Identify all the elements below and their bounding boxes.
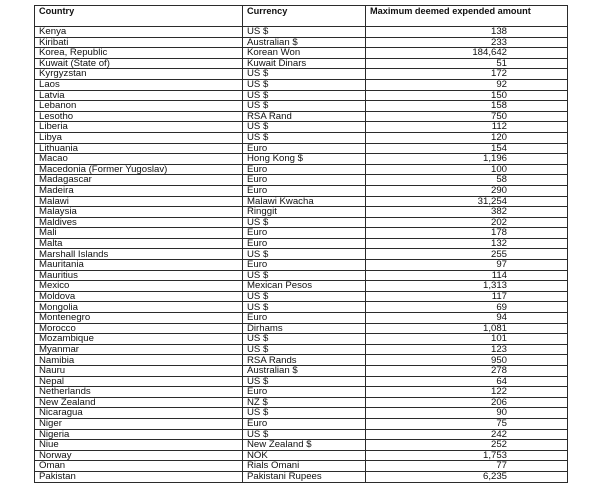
- currency-cell: US $: [243, 249, 366, 260]
- amount-cell: 1,313: [366, 281, 568, 292]
- currency-cell: US $: [243, 344, 366, 355]
- amount-cell: 64: [366, 376, 568, 387]
- table-row: [35, 249, 568, 260]
- table-row: [35, 143, 568, 154]
- header-row: [35, 6, 568, 27]
- table-row: [35, 238, 568, 249]
- country-cell: Kuwait (State of): [35, 58, 243, 69]
- country-cell: Laos: [35, 79, 243, 90]
- amount-cell: 120: [366, 132, 568, 143]
- amount-cell: 178: [366, 228, 568, 239]
- country-cell: Mali: [35, 228, 243, 239]
- header-country: Country: [35, 6, 243, 27]
- amount-cell: 101: [366, 334, 568, 345]
- country-cell: Moldova: [35, 291, 243, 302]
- currency-cell: Kuwait Dinars: [243, 58, 366, 69]
- amount-cell: 158: [366, 101, 568, 112]
- table-row: [35, 387, 568, 398]
- table-row: [35, 175, 568, 186]
- table-body: [35, 27, 568, 483]
- country-cell: Norway: [35, 450, 243, 461]
- currency-cell: US $: [243, 132, 366, 143]
- country-cell: Latvia: [35, 90, 243, 101]
- currency-cell: New Zealand $: [243, 440, 366, 451]
- country-cell: Mauritius: [35, 270, 243, 281]
- currency-cell: Euro: [243, 238, 366, 249]
- currency-cell: RSA Rands: [243, 355, 366, 366]
- table-row: [35, 164, 568, 175]
- currency-cell: US $: [243, 429, 366, 440]
- table-row: [35, 260, 568, 271]
- country-cell: Niue: [35, 440, 243, 451]
- table-row: [35, 196, 568, 207]
- currency-cell: NZ $: [243, 397, 366, 408]
- country-cell: Malawi: [35, 196, 243, 207]
- table-row: [35, 355, 568, 366]
- country-cell: Pakistan: [35, 471, 243, 482]
- country-cell: Macao: [35, 154, 243, 165]
- currency-cell: Korean Won: [243, 48, 366, 59]
- table-row: [35, 27, 568, 38]
- currency-cell: US $: [243, 291, 366, 302]
- currency-cell: US $: [243, 79, 366, 90]
- country-cell: Niger: [35, 418, 243, 429]
- currency-cell: US $: [243, 122, 366, 133]
- amount-cell: 184,642: [366, 48, 568, 59]
- amount-cell: 154: [366, 143, 568, 154]
- amount-cell: 206: [366, 397, 568, 408]
- table-header: [35, 6, 568, 27]
- country-cell: Lithuania: [35, 143, 243, 154]
- amount-cell: 97: [366, 260, 568, 271]
- table-row: [35, 313, 568, 324]
- table-row: [35, 281, 568, 292]
- table-row: [35, 461, 568, 472]
- amount-cell: 100: [366, 164, 568, 175]
- table-row: [35, 366, 568, 377]
- country-cell: Nepal: [35, 376, 243, 387]
- table-row: [35, 408, 568, 419]
- header-currency: Currency: [243, 6, 366, 27]
- currency-cell: US $: [243, 334, 366, 345]
- amount-cell: 75: [366, 418, 568, 429]
- amount-cell: 138: [366, 27, 568, 38]
- amount-cell: 950: [366, 355, 568, 366]
- amount-cell: 150: [366, 90, 568, 101]
- currency-cell: US $: [243, 270, 366, 281]
- country-cell: Mongolia: [35, 302, 243, 313]
- amount-cell: 69: [366, 302, 568, 313]
- country-cell: Libya: [35, 132, 243, 143]
- country-cell: Liberia: [35, 122, 243, 133]
- amount-cell: 31,254: [366, 196, 568, 207]
- amount-cell: 51: [366, 58, 568, 69]
- amount-cell: 94: [366, 313, 568, 324]
- country-cell: Madagascar: [35, 175, 243, 186]
- table-row: [35, 58, 568, 69]
- table-row: [35, 270, 568, 281]
- country-cell: Nicaragua: [35, 408, 243, 419]
- table-row: [35, 471, 568, 482]
- amount-cell: 382: [366, 207, 568, 218]
- amount-cell: 92: [366, 79, 568, 90]
- country-cell: Morocco: [35, 323, 243, 334]
- amount-cell: 172: [366, 69, 568, 80]
- currency-cell: US $: [243, 376, 366, 387]
- country-cell: Lebanon: [35, 101, 243, 112]
- amount-cell: 750: [366, 111, 568, 122]
- table-row: [35, 418, 568, 429]
- table-row: [35, 37, 568, 48]
- country-cell: Maldives: [35, 217, 243, 228]
- amount-cell: 278: [366, 366, 568, 377]
- currency-cell: Australian $: [243, 37, 366, 48]
- currency-cell: Euro: [243, 185, 366, 196]
- country-cell: Malta: [35, 238, 243, 249]
- currency-cell: NOK: [243, 450, 366, 461]
- country-cell: Montenegro: [35, 313, 243, 324]
- country-cell: New Zealand: [35, 397, 243, 408]
- table-row: [35, 132, 568, 143]
- table-row: [35, 302, 568, 313]
- country-cell: Namibia: [35, 355, 243, 366]
- amount-cell: 123: [366, 344, 568, 355]
- country-cell: Korea, Republic: [35, 48, 243, 59]
- amount-cell: 252: [366, 440, 568, 451]
- country-cell: Nigeria: [35, 429, 243, 440]
- country-cell: Marshall Islands: [35, 249, 243, 260]
- country-cell: Netherlands: [35, 387, 243, 398]
- currency-cell: US $: [243, 90, 366, 101]
- table-row: [35, 101, 568, 112]
- table-row: [35, 228, 568, 239]
- country-cell: Oman: [35, 461, 243, 472]
- table-row: [35, 48, 568, 59]
- currency-cell: US $: [243, 302, 366, 313]
- country-cell: Kiribati: [35, 37, 243, 48]
- currency-cell: Rials Omani: [243, 461, 366, 472]
- currency-cell: US $: [243, 408, 366, 419]
- table-row: [35, 397, 568, 408]
- currency-cell: Euro: [243, 175, 366, 186]
- currency-cell: US $: [243, 101, 366, 112]
- table-row: [35, 344, 568, 355]
- amount-cell: 1,081: [366, 323, 568, 334]
- header-amount: Maximum deemed expended amount: [366, 6, 568, 27]
- country-cell: Lesotho: [35, 111, 243, 122]
- table-row: [35, 69, 568, 80]
- table-row: [35, 111, 568, 122]
- amount-cell: 202: [366, 217, 568, 228]
- table-row: [35, 334, 568, 345]
- country-cell: Nauru: [35, 366, 243, 377]
- amount-cell: 112: [366, 122, 568, 133]
- country-cell: Kenya: [35, 27, 243, 38]
- country-cell: Myanmar: [35, 344, 243, 355]
- currency-cell: Euro: [243, 143, 366, 154]
- amount-cell: 290: [366, 185, 568, 196]
- country-cell: Mauritania: [35, 260, 243, 271]
- table-row: [35, 90, 568, 101]
- currency-cell: Euro: [243, 164, 366, 175]
- currency-cell: Pakistani Rupees: [243, 471, 366, 482]
- currency-cell: Dirhams: [243, 323, 366, 334]
- currency-cell: Ringgit: [243, 207, 366, 218]
- currency-cell: RSA Rand: [243, 111, 366, 122]
- currency-cell: Euro: [243, 313, 366, 324]
- table-row: [35, 291, 568, 302]
- amount-cell: 1,196: [366, 154, 568, 165]
- currency-cell: Australian $: [243, 366, 366, 377]
- amount-cell: 6,235: [366, 471, 568, 482]
- table-row: [35, 450, 568, 461]
- table-row: [35, 154, 568, 165]
- amount-cell: 1,753: [366, 450, 568, 461]
- currency-cell: US $: [243, 69, 366, 80]
- amount-cell: 242: [366, 429, 568, 440]
- amount-cell: 122: [366, 387, 568, 398]
- table-row: [35, 429, 568, 440]
- currency-cell: Euro: [243, 418, 366, 429]
- country-cell: Mozambique: [35, 334, 243, 345]
- table-row: [35, 440, 568, 451]
- expended-amount-table: [34, 5, 568, 483]
- amount-cell: 77: [366, 461, 568, 472]
- country-cell: Mexico: [35, 281, 243, 292]
- currency-cell: US $: [243, 27, 366, 38]
- amount-cell: 58: [366, 175, 568, 186]
- amount-cell: 255: [366, 249, 568, 260]
- country-cell: Madeira: [35, 185, 243, 196]
- document-page: [34, 5, 567, 483]
- currency-cell: Euro: [243, 387, 366, 398]
- country-cell: Malaysia: [35, 207, 243, 218]
- table-row: [35, 185, 568, 196]
- amount-cell: 90: [366, 408, 568, 419]
- table-row: [35, 217, 568, 228]
- country-cell: Kyrgyzstan: [35, 69, 243, 80]
- currency-cell: US $: [243, 217, 366, 228]
- amount-cell: 114: [366, 270, 568, 281]
- amount-cell: 132: [366, 238, 568, 249]
- amount-cell: 233: [366, 37, 568, 48]
- amount-cell: 117: [366, 291, 568, 302]
- currency-cell: Mexican Pesos: [243, 281, 366, 292]
- currency-cell: Hong Kong $: [243, 154, 366, 165]
- table-row: [35, 207, 568, 218]
- currency-cell: Euro: [243, 260, 366, 271]
- table-row: [35, 323, 568, 334]
- table-row: [35, 122, 568, 133]
- table-row: [35, 376, 568, 387]
- currency-cell: Malawi Kwacha: [243, 196, 366, 207]
- table-row: [35, 79, 568, 90]
- currency-cell: Euro: [243, 228, 366, 239]
- country-cell: Macedonia (Former Yugoslav): [35, 164, 243, 175]
